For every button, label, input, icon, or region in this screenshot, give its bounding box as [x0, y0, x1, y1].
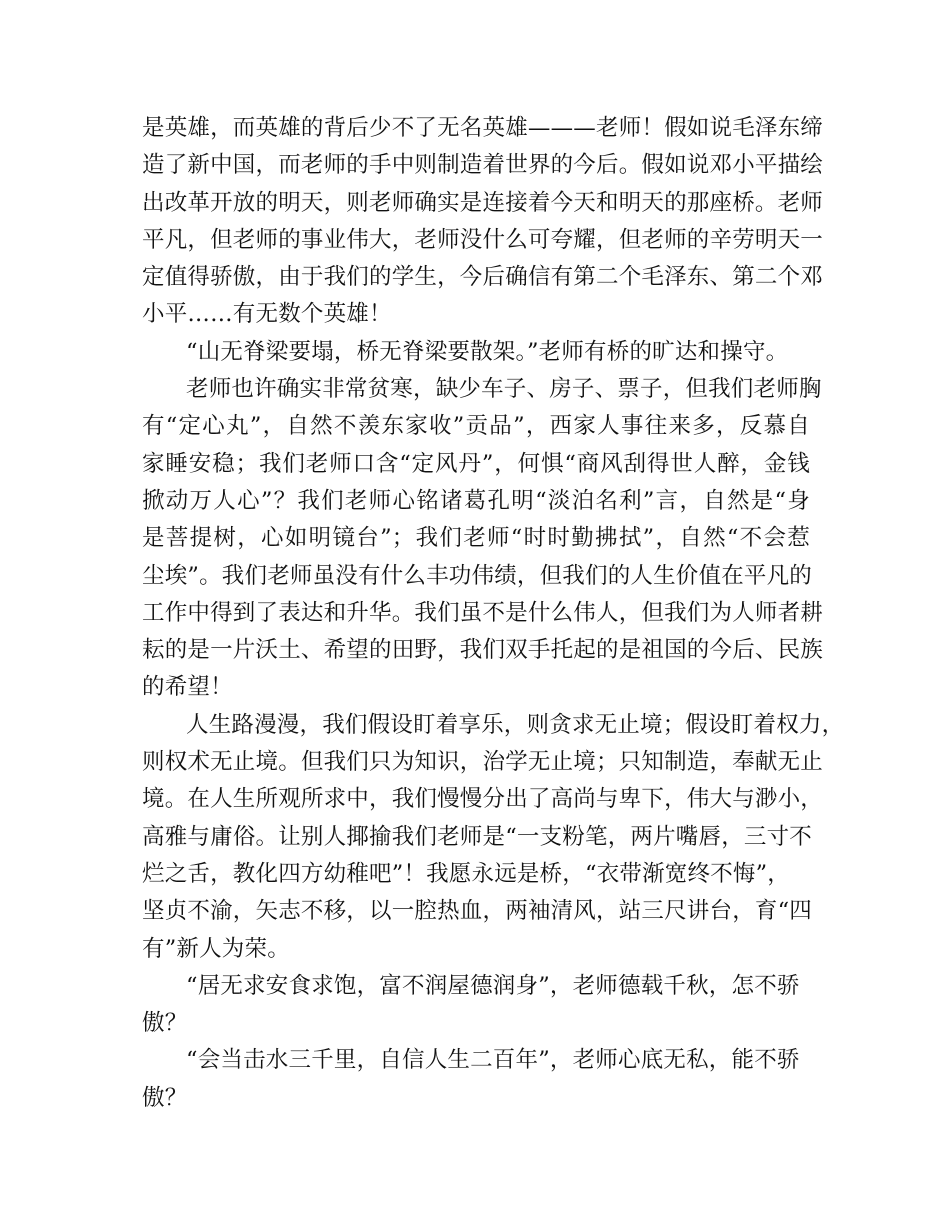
paragraph-4	[142, 707, 845, 968]
text-line: 耘的是一片沃土、希望的田野，我们双手托起的是祖国的今后、民族	[142, 637, 824, 664]
text-line: 工作中得到了表达和升华。我们虽不是什么伟人，但我们为人师者耕	[142, 599, 824, 626]
paragraph-3	[142, 371, 824, 707]
text-line: 烂之舌，教化四方幼稚吧”！我愿永远是桥，“衣带渐宽终不悔”，	[142, 860, 791, 887]
text-line: 造了新中国，而老师的手中则制造着世界的今后。假如说邓小平描绘	[142, 152, 824, 179]
text-line: 境。在人生所观所求中，我们慢慢分出了高尚与卑下，伟大与渺小，	[142, 786, 824, 813]
text-line: 则权术无止境。但我们只为知识，治学无止境；只知制造，奉献无止	[142, 749, 824, 776]
text-line: 老师也许确实非常贫寒，缺少车子、房子、票子，但我们老师胸	[186, 376, 822, 403]
text-line: 高雅与庸俗。让别人揶揄我们老师是“一支粉笔，两片嘴唇，三寸不	[142, 823, 813, 850]
text-line: 小平……有无数个英雄！	[142, 301, 392, 328]
text-line: 傲？	[142, 1084, 188, 1111]
paragraph-1	[142, 110, 824, 334]
text-line: 的希望！	[142, 674, 233, 701]
paragraph-5	[142, 968, 810, 1043]
text-line: “山无脊梁要塌，桥无脊梁要散架。”老师有桥的旷达和操守。	[186, 338, 789, 365]
text-line: 坚贞不渝，矢志不移，以一腔热血，两袖清风，站三尺讲台，育“四	[142, 898, 813, 925]
text-line: 出改革开放的明天，则老师确实是连接着今天和明天的那座桥。老师	[142, 189, 824, 216]
text-line: 人生路漫漫，我们假设盯着享乐，则贪求无止境；假设盯着权力，	[186, 711, 845, 738]
document-page	[142, 110, 845, 1117]
paragraph-2	[142, 334, 810, 371]
text-line: “居无求安食求饱，富不润屋德润身”，老师德载千秋，怎不骄	[186, 972, 800, 999]
text-line: 是英雄，而英雄的背后少不了无名英雄———老师！假如说毛泽东缔	[142, 115, 824, 141]
text-line: 有“定心丸”，自然不羡东家收”贡品”，西家人事往来多，反慕自	[142, 413, 810, 440]
text-line: 傲？	[142, 1010, 188, 1037]
text-line: 是菩提树，心如明镜台”；我们老师“时时勤拂拭”，自然“不会惹	[142, 525, 810, 552]
text-line: 掀动万人心”？我们老师心铭诸葛孔明“淡泊名利”言，自然是“身	[142, 487, 810, 514]
text-line: 定值得骄傲，由于我们的学生，今后确信有第二个毛泽东、第二个邓	[142, 264, 824, 291]
text-line: 尘埃”。我们老师虽没有什么丰功伟绩，但我们的人生价值在平凡的	[142, 562, 813, 589]
paragraph-6	[142, 1042, 810, 1117]
text-line: “会当击水三千里，自信人生二百年”，老师心底无私，能不骄	[186, 1047, 800, 1074]
text-line: 有”新人为荣。	[142, 935, 290, 962]
text-line: 家睡安稳；我们老师口含“定风丹”，何惧“商风刮得世人醉，金钱	[142, 450, 810, 477]
text-line: 平凡，但老师的事业伟大，老师没什么可夸耀，但老师的辛劳明天一	[142, 226, 824, 253]
